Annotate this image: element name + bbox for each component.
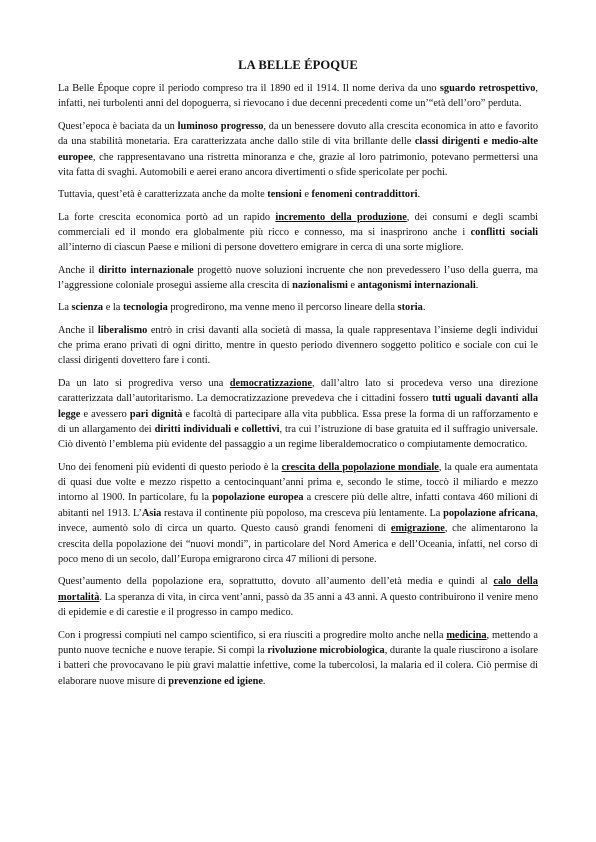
text-run: . La speranza di vita, in circa vent’anni, passò da 35 anni a 43 anni. A questo contribuirono il venire meno di epidemie e di carestie e il progresso in campo medico. xyxy=(58,591,538,619)
bold-text-run: fenomeni contraddittori xyxy=(311,189,418,201)
bold-text-run: sguardo retrospettivo xyxy=(439,83,536,94)
page-title: LA BELLE ÉPOQUE xyxy=(238,58,358,72)
text-run: , che alimentarono la crescita della popolazione dei “nuovi mondi”, in particolare del Nord America e dell’Oceania, infatti, nel corso di poco meno di un secolo, dall’Europa emigrarono circa 47 milioni di persone. xyxy=(58,523,538,566)
paragraph-9 xyxy=(58,460,538,568)
text-run: La forte crescita economica portò ad un rapido xyxy=(58,211,276,223)
text-run: , invece, aumentò solo di circa un quarto. Questo causò grandi fenomeni di xyxy=(58,507,539,535)
bold-text-run: diritto internazionale xyxy=(98,264,194,276)
paragraph-11 xyxy=(58,628,538,690)
text-run: Anche il xyxy=(58,264,99,276)
paragraph-3 xyxy=(58,187,538,202)
text-run: e facoltà di partecipare alla vita pubblica. Essa prese la forma di un rafforzamento e di un allargamento dei xyxy=(58,408,538,435)
text-run: , mettendo a punto nuove tecniche e nuove terapie. Si compì la xyxy=(58,629,538,656)
bold-text-run: tensioni xyxy=(267,189,302,201)
text-run: e xyxy=(301,189,312,201)
bold-text-run: scienza xyxy=(71,302,104,314)
paragraph-4 xyxy=(58,210,538,256)
text-run: , tra cui l’istruzione di base gratuita ed il suffragio universale. Ciò diventò l’emblema più evidente del passaggio a un regime liberaldemocratico o compiutamente democratico. xyxy=(58,423,538,451)
text-run: , dall’altro lato si procedeva verso una direzione caratterizzata dall’autoritarismo. La democratizzazione prevedeva che i cittadini fossero xyxy=(58,377,538,405)
text-run: Quest’aumento della popolazione era, soprattutto, dovuto all’aumento dell’età media e quindi al xyxy=(58,576,494,588)
bold-text-run: tecnologia xyxy=(122,302,168,314)
text-run: , durante la quale riuscirono a isolare i batteri che provocavano le più gravi malattie infettive, come la tubercolosi, la malaria ed il colera. Ciò permise di elaborare nuove misure di xyxy=(58,644,539,687)
paragraph-1 xyxy=(58,81,538,112)
bold-underlined-text-run: incremento della produzione xyxy=(275,211,407,223)
bold-underlined-text-run: emigrazione xyxy=(390,523,445,535)
bold-underlined-text-run: crescita della popolazione mondiale xyxy=(281,461,439,473)
document-body xyxy=(58,81,538,689)
bold-text-run: popolazione europea xyxy=(212,492,304,504)
text-run: progettò nuove soluzioni incruente che non prevedessero l’uso della guerra, ma l’aggressione coloniale proseguì assieme alla crescita di xyxy=(58,264,539,292)
paragraph-6 xyxy=(58,300,538,315)
bold-text-run: rivoluzione microbiologica xyxy=(267,644,385,656)
text-run: entrò in crisi davanti alla società di massa, la quale rappresentava l’insieme degli individui che prima erano privati di ogni diritto, mentre in questo periodo divennero soggetto politico e sociale con cui le classi dirigenti dovettero fare i conti. xyxy=(58,324,538,367)
text-run: e avessero xyxy=(80,408,130,420)
text-run: . xyxy=(422,302,426,314)
text-run: , da un benessere dovuto alla crescita economica in atto e favorito da una stabilità monetaria. Era caratterizzata anche dallo stile di vita brillante delle xyxy=(58,120,539,148)
bold-text-run: pari dignità xyxy=(129,408,183,420)
text-run: restava il continente più popoloso, ma cresceva più lentamente. La xyxy=(161,507,444,519)
text-run: Quest’epoca è baciata da un xyxy=(58,120,178,132)
text-run: Da un lato si progrediva verso una xyxy=(58,377,230,389)
bold-text-run: classi dirigenti e medio-alte europee xyxy=(58,136,538,163)
paragraph-2 xyxy=(58,119,538,181)
text-run: a crescere più delle altre, infatti contava 460 milioni di abitanti nel 1913. L’ xyxy=(58,492,538,519)
text-run: , dei consumi e degli scambi commerciali ed il mondo era globalmente più ricco e connesso, ma si inasprirono anche i xyxy=(58,211,539,238)
bold-text-run: popolazione africana xyxy=(443,507,536,519)
bold-text-run: diritti individuali e collettivi xyxy=(154,423,280,435)
text-run: , infatti, nei turbolenti anni del dopoguerra, si rievocano i due decenni precedenti come un’“età dell’oro” perduta. xyxy=(58,83,538,110)
bold-text-run: Asia xyxy=(141,507,162,519)
text-run: e la xyxy=(103,302,123,314)
text-run: La Belle Époque copre il periodo compreso tra il 1890 ed il 1914. Il nome deriva da uno xyxy=(58,83,440,94)
bold-text-run: nazionalismi xyxy=(292,280,348,292)
bold-text-run: luminoso progresso xyxy=(177,120,264,132)
text-run: , la quale era aumentata di quasi due volte e mezzo rispetto a centocinquant’anni prima e, secondo le stime, toccò il miliardo e mezzo intorno al 1900. In particolare, fu la xyxy=(58,461,538,504)
bold-text-run: tutti uguali davanti alla legge xyxy=(58,393,538,420)
text-run: e xyxy=(347,280,358,292)
text-run: . xyxy=(475,280,479,292)
text-run: . xyxy=(417,189,421,201)
bold-text-run: conflitti sociali xyxy=(470,226,538,238)
text-run: , che rappresentavano una ristretta minoranza e che, grazie al loro patrimonio, potevano permettersi una vita fatta di svaghi. Automobili e aerei erano ancora divertimenti o sfide spericolate per pochi. xyxy=(58,151,538,178)
bold-text-run: antagonismi internazionali xyxy=(357,280,476,292)
text-run: . xyxy=(262,675,266,687)
bold-underlined-text-run: calo della mortalità xyxy=(58,576,538,603)
bold-text-run: prevenzione ed igiene xyxy=(168,675,263,687)
text-run: progredirono, ma venne meno il percorso lineare della xyxy=(167,302,398,314)
bold-underlined-text-run: democratizzazione xyxy=(229,377,312,389)
text-run: all’interno di ciascun Paese e milioni di persone dovettero emigrare in cerca di una sorte migliore. xyxy=(58,242,464,254)
text-run: Con i progressi compiuti nel campo scientifico, si era riusciti a progredire molto anche nella xyxy=(58,629,447,641)
text-run: Uno dei fenomeni più evidenti di questo periodo è la xyxy=(58,461,282,473)
paragraph-10 xyxy=(58,574,538,620)
bold-underlined-text-run: medicina xyxy=(446,629,487,641)
paragraph-7 xyxy=(58,323,538,369)
text-run: Anche il xyxy=(58,324,98,336)
text-run: La xyxy=(58,302,72,314)
paragraph-8 xyxy=(58,376,538,453)
text-run: Tuttavia, quest’età è caratterizzata anche da molte xyxy=(58,189,268,201)
paragraph-5 xyxy=(58,263,538,294)
bold-text-run: storia xyxy=(397,302,423,314)
bold-text-run: liberalismo xyxy=(97,324,148,336)
